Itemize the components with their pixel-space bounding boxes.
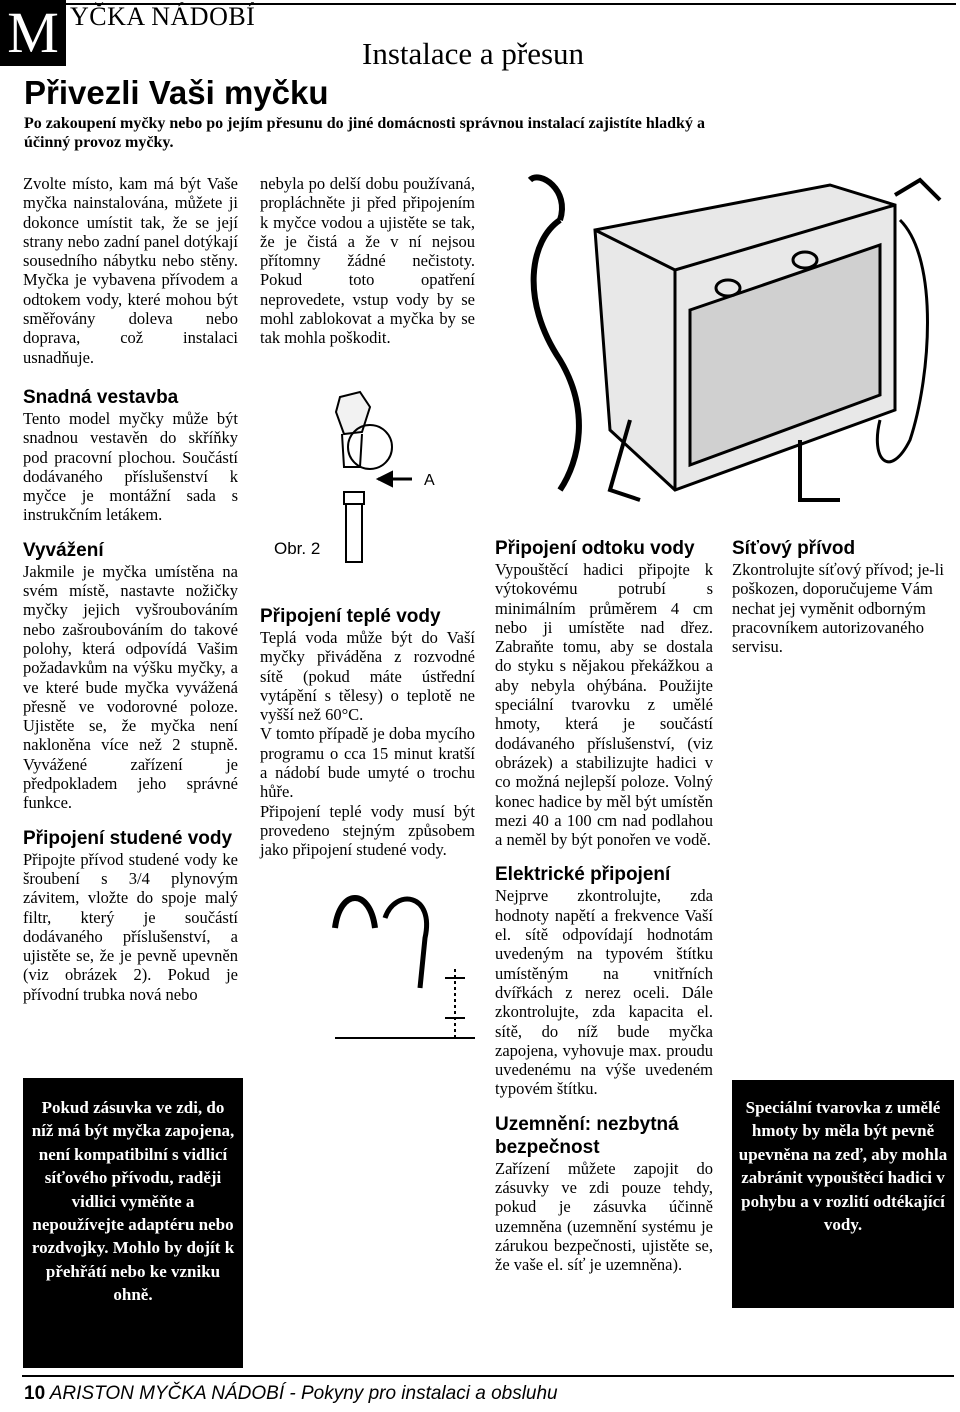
column-drain-electric [495,537,713,1275]
teple-text-3: Připojení teplé vody musí být provedeno stejným způsobem jako připojení studené vody. [260,801,475,860]
odtok-text: Vypouštěcí hadici připojte k výtokovému potrubí s minimálním průměrem 4 cm nebo ji umístěte nad dřez. Zabraňte tomu, aby se dostala do styku s nějakou překážkou a aby nebyla ohýbána. Použijte speciální tvarovku z umělé hmoty, která je součástí dodávaného příslušenství, (viz obrázek) a stabilizujte hadici v co možná nejlepší poloze. Volný konec hadice by měl být umístěn mezi 40 a 100 cm nad podlahou a neměl by být ponořen ve vodě. [495,560,713,850]
figure-label: Obr. 2 [274,539,321,558]
figure-marker: A [424,472,435,489]
choose-location-text: Zvolte místo, kam má být Vaše myčka nainstalována, můžete ji dokonce umístit tak, že se její strany nebo zadní panel dotýkají sousedního nábytku nebo stěny. Myčka je vybavena přívodem a odtokem vody, které mohou být směřovány doleva nebo doprava, což instalaci usnadňuje. [23,174,238,367]
hose-fitting-icon [262,372,476,582]
heading-studene: Připojení studené vody [23,827,233,849]
studene-text: Připojte přívod studené vody ke šroubení s 3/4 plynovým závitem, vložte do spoje malý filtr, který je součástí dodávaného příslušenství, a ujistěte se, že je pevně upevněn (viz obrázek 2). Pokud je přívodní trubka nová nebo [23,849,238,1004]
heading-vyvazeni: Vyvážení [23,539,104,561]
drain-hose-icon [325,878,485,1053]
heading-sitovy: Síťový přívod [732,538,856,559]
warning-box-fitting: Speciální tvarovka z umělé hmoty by měla být pevně upevněna na zeď, aby mohla zabránit vypouštěcí hadici v pohybu a v rozlití odtékající vody. [732,1080,954,1308]
dishwasher-cartoon-icon [500,160,955,510]
heading-odtok: Připojení odtoku vody [495,538,695,559]
heading-vestavba: Snadná vestavba [23,387,179,408]
warning-box-socket: Pokud zásuvka ve zdi, do níž má být myčka zapojena, není kompatibilní s vidlicí síťového přívodu, raději vidlici vyměňte a nepoužívejte adaptéru nebo rozdvojky. Mohlo by dojít k přehřátí nebo ke vzniku ohně. [23,1078,243,1368]
footer-text: ARISTON MYČKA NÁDOBÍ - Pokyny pro instalaci a obsluhu [49,1383,558,1404]
section-title: Instalace a přesun [362,36,585,71]
flush-pipe-text: nebyla po delší dobu používaná, propláchněte ji před připojením k myčce vodou a ujistěte se tak, že je čistá a že v ní nejsou přítomny žádné nečistoty. Pokud toto opatření neprovedete, vstup vody by se mohl zablokovat a myčka by se tak mohla poškodit. [260,174,475,348]
elektricke-text: Nejprve zkontrolujte, zda hodnoty napětí a frekvence Vaší el. sítě odpovídají hodnotám uvedeným na typovém štítku umístěným na vnitřních dvířkách z nerez oceli. Dále zkontrolujte, zda kapacita el. sítě, do níž bude myčka zapojena, vyhovuje max. proudu uvedenému na výše uvedeném typovém štítku. [495,886,713,1099]
bottom-rule [22,1375,954,1377]
page-number: 10 [24,1383,46,1404]
vyvazeni-text: Jakmile je myčka umístěna na svém místě, nastavte nožičky myčky jejich vyšroubováním nebo zašroubováním do takové polohy, která odpovídá Vašim požadavkům na výšku myčky, a ve které bude myčka vyvážená přesně ve vodorovné poloze. Ujistěte se, že myčka není nakloněna více než 2 stupně. Vyvážené zařízení je předpokladem jeho správné funkce. [23,561,238,813]
column-power-cord [732,537,950,656]
page-title: Přivezli Vaši myčku [24,74,329,111]
heading-teple: Připojení teplé vody [260,606,441,627]
heading-elektricke: Elektrické připojení [495,864,671,886]
teple-text-2: V tomto případě je doba mycího programu o cca 15 minut kratší a nádobí bude umyté o trochu hůře. [260,724,475,802]
column-hot-water [260,605,475,860]
footer [24,1383,558,1405]
sitovy-text: Zkontrolujte síťový přívod; je-li poškozen, doporučujeme Vám nechat jej vyměnit odborným pracovníkem autorizovaného servisu. [732,560,944,657]
teple-text-1: Teplá voda může být do Vaší myčky přiváděna z rozvodné sítě (pokud máte ústřední vytápění s tělesy) o teplotě ne vyšší než 60°C. [260,628,475,725]
uzemneni-text: Zařízení můžete zapojit do zásuvky ve zdi pouze tehdy, pokud je zásuvka účinně uzemněna (uzemnění systému je zárukou bezpečnosti, ujistěte se, že vaše el. síť je uzemněna). [495,1158,713,1275]
column-left [23,386,238,1004]
brand-title: YČKA NÁDOBÍ [70,2,256,31]
heading-uzemneni: Uzemnění: nezbytná bezpečnost [495,1113,679,1158]
vestavba-text: Tento model myčky může být snadnou vestavěn do skříňky pod pracovní plochou. Součástí dodávaného příslušenství k myčce je montážní sada s instrukčním letákem. [23,409,238,525]
logo-letter: M [0,0,66,66]
intro-text: Po zakoupení myčky nebo po jejím přesunu do jiné domácnosti správnou instalací zajistíte hladký a účinný provoz myčky. [24,115,705,151]
